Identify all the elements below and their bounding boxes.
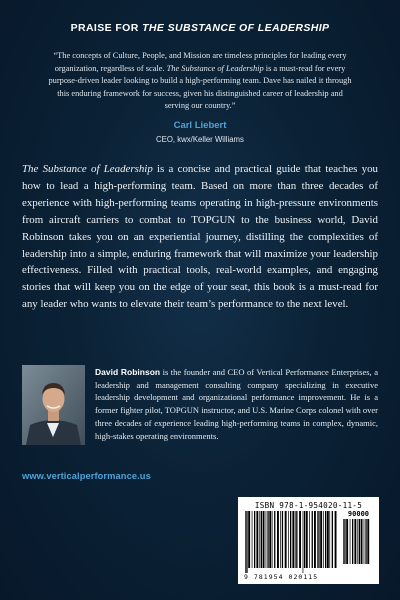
barcode-bar — [317, 511, 318, 568]
endorsement-quote — [44, 50, 356, 113]
price-barcode-bars — [343, 519, 371, 573]
author-bio — [95, 366, 378, 442]
barcode-bar — [282, 511, 283, 568]
barcode-bar — [335, 511, 337, 568]
barcode-bar — [296, 511, 297, 568]
barcode-bar — [323, 511, 324, 568]
website-link[interactable]: www.verticalperformance.us — [22, 471, 151, 481]
barcode-bar — [314, 511, 316, 568]
barcode-bar — [263, 511, 265, 568]
barcode-bar — [359, 519, 360, 564]
barcode-bar — [329, 511, 330, 568]
praise-book-title: THE SUBSTANCE OF LEADERSHIP — [142, 22, 330, 34]
barcode-bar — [357, 519, 358, 564]
barcode-digits: 9 781954 020115 — [244, 573, 319, 581]
barcode-bar — [361, 519, 363, 564]
praise-label: PRAISE FOR — [70, 22, 143, 34]
bio-text: is the founder and CEO of Vertical Performance Enterprises, a leadership and management consulting company specializing in executive leadership development and organizational performance improvement. He is a former fighter pilot, TOPGUN instructor, and U.S. Marine Corps colonel with over three decades of experience leading high-performing teams in complex, dynamic, high-stakes operating environments. — [95, 367, 378, 441]
barcode-bar — [259, 511, 260, 568]
quote-author-role: CEO, kwx/Keller Williams — [156, 135, 244, 144]
price-code: 90000 — [347, 510, 369, 518]
barcode-bar — [288, 511, 289, 568]
barcode-bar — [299, 511, 301, 568]
barcode-bar — [290, 511, 291, 568]
book-description — [22, 161, 378, 313]
barcode-bar — [352, 519, 353, 564]
quote-part-2: is a must-read for every purpose-driven leader looking to build a high-performing team. Dave has nailed it through this enduring framework for success, given his distinguished career of leadership and serving our country.” — [48, 63, 352, 111]
barcode-bar — [346, 519, 348, 564]
quote-author-name: Carl Liebert — [173, 120, 227, 131]
barcode-bar — [309, 511, 310, 568]
barcode-bar — [277, 511, 279, 568]
barcode-bar — [327, 511, 329, 568]
quote-part-1: “The concepts of Culture, People, and Mission are timeless principles for leading every organization, regardless of scale. — [53, 51, 347, 73]
barcode-bar — [354, 519, 356, 564]
barcode-bar — [312, 511, 313, 568]
barcode-bar — [274, 511, 275, 568]
barcode-bar — [246, 511, 247, 573]
description-text: is a concise and practical guide that teaches you how to lead a high-performing team. Based on more than three decades of experience with high-performing teams operating in high-pressure environments from aircraft carriers to combat to TOPGUN to the business world, David Robinson takes you on an experiential journey, distilling the complexities of leadership into a simple, enduring framework that will maximize your leadership effectiveness. Filled with practical tools, real-world examples, and engaging stories that will keep you on the edge of your seat, this book is a must-read for any leader who wants to elevate their team’s performance to the next level. — [22, 163, 378, 311]
barcode-bar — [248, 511, 250, 568]
barcode-bar — [318, 511, 319, 568]
barcode-bar — [303, 511, 304, 573]
barcode-bar — [266, 511, 267, 568]
barcode-bar — [252, 511, 253, 568]
barcode-bar — [304, 511, 305, 568]
barcode-bars — [245, 511, 337, 573]
praise-heading — [0, 22, 400, 34]
description-book-title: The Substance of Leadership — [22, 163, 153, 175]
barcode-bar — [267, 511, 268, 568]
barcode-bar — [365, 519, 366, 564]
author-photo — [22, 365, 85, 445]
barcode-bar — [350, 519, 351, 564]
barcode-bar — [261, 511, 262, 568]
barcode-bar — [364, 519, 365, 564]
barcode-bar — [256, 511, 258, 568]
barcode-bar — [295, 511, 296, 568]
author-portrait-image — [22, 365, 85, 445]
barcode-bar — [292, 511, 294, 568]
barcode-bar — [367, 519, 369, 564]
barcode-bar — [272, 511, 273, 568]
barcode-bar — [245, 511, 246, 573]
quote-book-title: The Substance of Leadership — [166, 63, 264, 73]
barcode-bar — [343, 519, 344, 564]
barcode-bar — [280, 511, 281, 568]
barcode-bar — [269, 511, 271, 568]
barcode-bar — [254, 511, 255, 568]
barcode-bar — [344, 519, 345, 564]
isbn-barcode — [238, 497, 379, 584]
bio-author-name: David Robinson — [95, 367, 161, 377]
barcode-bar — [320, 511, 322, 568]
barcode-bar — [285, 511, 287, 568]
barcode-bar — [325, 511, 326, 568]
isbn-label: ISBN 978-1-954020-11-5 — [254, 501, 363, 510]
barcode-bar — [332, 511, 333, 568]
barcode-bar — [306, 511, 308, 568]
